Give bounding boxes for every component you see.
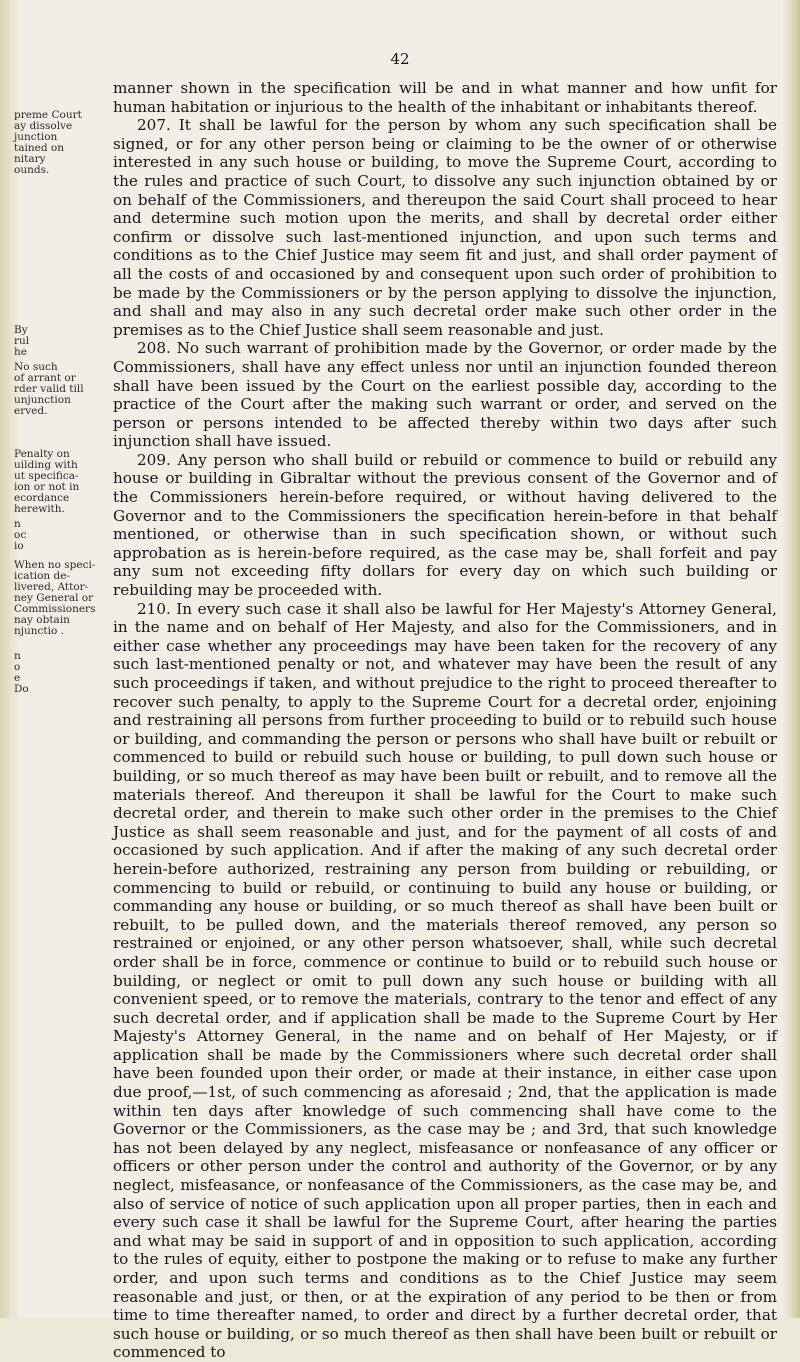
- section-208: 208. No such warrant of prohibition made by the Governor, or order made by the Commissioners, shall have any effect unless nor until an injunction founded thereon shall have been issued by the Court on the earliest possible day, according to the practice of the Court after the making such warrant or order, and served on the person or persons intended to be affected thereby within two days after such injunction shall have issued.: [113, 339, 777, 451]
- margin-note-by: By rul he: [14, 324, 30, 358]
- page-number: 42: [390, 50, 410, 68]
- margin-note-penalty: Penalty on uilding with ut specifica- ion or not in ecordance herewith.: [14, 448, 80, 515]
- page-right-edge: [782, 0, 800, 1318]
- section-207: 207. It shall be lawful for the person by whom any such specification shall be signed, or for any other person being or claiming to be the owner of or otherwise interested in any such house or building, to move the Supreme Court, according to the rules and practice of such Court, to dissolve any such injunction obtained by or on behalf of the Commissioners, and thereupon the said Court shall proceed to hear and determine such motion upon the merits, and shall by decretal order either confirm or dissolve such last-mentioned injunction, and upon such terms and conditions as to the Chief Justice may seem fit and just, and shall order payment of all the costs of and occasioned by and consequent upon such order of prohibition to be made by the Commissioners or by the person applying to dissolve the injunction, and shall and may also in any such decretal order make such other order in the premises as to the Chief Justice shall seem reasonable and just.: [113, 116, 777, 339]
- section-210: 210. In every such case it shall also be lawful for Her Majesty's Attorney General, in the name and on behalf of Her Majesty, and also for the Commissioners, and in either case whether any proceedings may have been taken for the recovery of any such last-mentioned penalty or not, and whatever may have been the result of any such proceedings if taken, and without prejudice to the right to proceed thereafter to recover such penalty, to apply to the Supreme Court for a decretal order, enjoining and restraining all persons from further proceeding to build or to rebuild such house or building, and commanding the person or persons who shall have built or rebuilt or commenced to build or rebuild such house or building, to pull down such house or building, or so much thereof as may have been built or rebuilt, and to remove all the materials thereof. And thereupon it shall be lawful for the Court to make such decretal order, and therein to make such other order in the premises to the Chief Justice as shall seem reasonable and just, and for the payment of all costs of and occasioned by such application. And if after the making of any such decretal order herein-before authorized, restraining any person from building or rebuilding, or commencing to build or rebuild, or continuing to build any house or building, or commanding any house or building, or so much thereof as shall have been built or rebuilt, to be pulled down, and the materials thereof removed, any person so restrained or enjoined, or any other person whatsoever, shall, while such decretal order shall be in force, commence or continue to build or to rebuild such house or building, or neglect or omit to pull down any such house or building with all convenient speed, or to remove the materials, contrary to the tenor and effect of any such decretal order, and if application shall be made to the Supreme Court by Her Majesty's Attorney General, in the name and on behalf of Her Majesty, or if application shall be made by the Commissioners where such decretal order shall have been founded upon their order, or made at their instance, in either case upon due proof,—1st, of such commencing as aforesaid ; 2nd, that the application is made within ten days after knowledge of such commencing shall have come to the Governor or the Commissioners, as the case may be ; and 3rd, that such knowledge has not been delayed by any neglect, misfeasance or nonfeasance of any officer or officers or other person under the control and authority of the Governor, or by any neglect, misfeasance, or nonfeasance of the Commissioners, as the case may be, and also of service of notice of such application upon all proper parties, then in each and every such case it shall be lawful for the Supreme Court, after hearing the parties and what may be said in support of and in opposition to such application, according to the rules of equity, either to postpone the making or to refuse to make any further order, and upon such terms and conditions as to the Chief Justice may seem reasonable and just, or then, or at the expiration of any period to be then or from time to time thereafter named, to order and direct by a further decretal order, that such house or building, or so much thereof as then shall have been built or rebuilt or commenced to: [113, 599, 777, 1362]
- margin-note-no-such-warrant: No such of arrant or rder valid till unjunction erved.: [14, 361, 84, 417]
- margin-note-n-oc-io: n oc io: [14, 518, 27, 552]
- margin-note-when-no-specification: When no speci- ication de- livered, Attor- ney General or Commissioners nay obtain njunctio .: [14, 559, 96, 637]
- paragraph-continuation: manner shown in the specification will be and in what manner and how unfit for human habitation or injurious to the health of the inhabitant or inhabitants thereof.: [113, 79, 777, 116]
- section-209: 209. Any person who shall build or rebuild or commence to build or rebuild any house or building in Gibraltar without the previous consent of the Governor and of the Commissioners herein-before required, or without having delivered to the Governor and to the Commissioners the specification herein-before in that behalf mentioned, or otherwise than in such specification shown, or without such approbation as is herein-before required, as the case may be, shall forfeit and pay any sum not exceeding fifty dollars for every day on which such building or rebuilding may be proceeded with.: [113, 450, 777, 600]
- margin-note-n-o-e-o: n o e Do: [14, 650, 29, 695]
- body-text: [113, 79, 777, 1362]
- margin-note-supreme-court: preme Court ay dissolve junction tained on nitary ounds.: [14, 109, 82, 176]
